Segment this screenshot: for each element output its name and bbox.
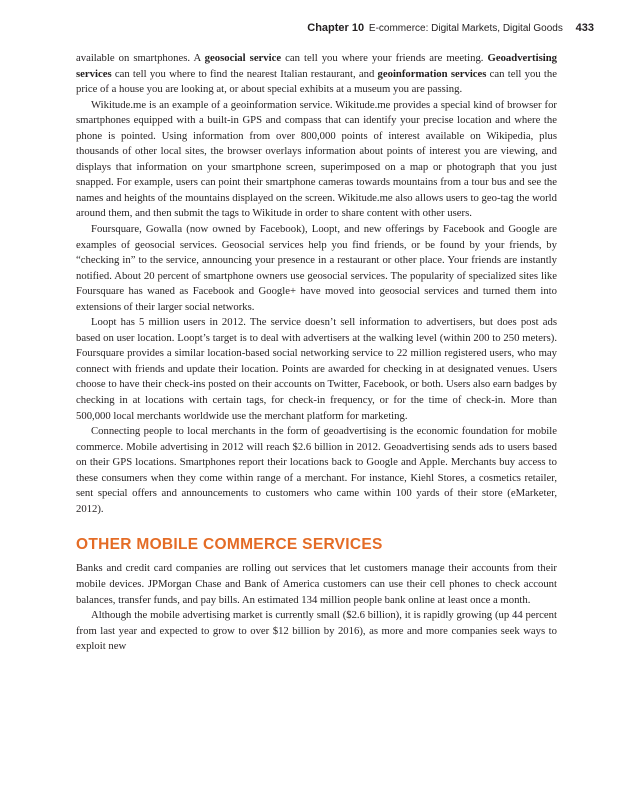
paragraph-geoadvertising: Connecting people to local merchants in the form of geoadvertising is the economic foundation for mobile commerce. Mobile advertising in 2012 will reach $2.6 billion in 2012. Geoadvertising sends ads to users based on their GPS locations. Smartphones report their locations back to Google and Apple. Merchants buy access to these consumers when they come within range of a merchant. For instance, Kiehl Stores, a cosmetics retailer, sent special offers and announcements to customers who came within 100 yards of their store (eMarketer, 2012). [76, 425, 557, 515]
text-run: can tell you the price of a house you are looking at, or about special exhibits at a museum you are passing. [76, 67, 557, 96]
body-text [76, 51, 557, 655]
page-number: 433 [575, 22, 594, 34]
text-run: available on smartphones. A [76, 52, 205, 64]
chapter-label: Chapter 10 [307, 22, 365, 34]
key-term-geoinformation-services: geoinformation services [377, 67, 487, 80]
key-term-geoadvertising-services: Geoadvertising services [76, 52, 557, 80]
paragraph-banking: Banks and credit card companies are rolling out services that let customers manage their accounts from their mobile devices. JPMorgan Chase and Bank of America customers can use their cell phones to check account balances, transfer funds, and pay bills. An estimated 134 million people bank online at least once a month. [76, 562, 557, 606]
key-term-geosocial-service: geosocial service [204, 52, 282, 64]
paragraph-foursquare: Foursquare, Gowalla (now owned by Facebook), Loopt, and new offerings by Facebook and Google are examples of geosocial services. Geosocial services help you find friends, or be found by your friends, by “checking in” to the service, announcing your presence in a restaurant or other place. Your friends are instantly notified. About 20 percent of smartphone owners use geosocial services. The popularity of specialized sites like Foursquare has waned as Facebook and Google+ have moved into geosocial services and turned them into extensions of their larger social networks. [76, 223, 557, 313]
running-header [60, 22, 594, 34]
paragraph-mobile-advertising: Although the mobile advertising market is currently small ($2.6 billion), it is rapidly growing (up 44 percent from last year and expected to grow to over $12 billion by 2016), as more and more companies seek ways to exploit new [76, 609, 557, 653]
chapter-subtitle: E-commerce: Digital Markets, Digital Goods [368, 23, 563, 34]
paragraph-intro [76, 51, 557, 98]
text-run: can tell you where your friends are meeting. [281, 52, 488, 64]
text-run: can tell you where to find the nearest Italian restaurant, and [111, 67, 378, 80]
paragraph-loopt: Loopt has 5 million users in 2012. The service doesn’t sell information to advertisers, but does post ads based on user location. Loopt’s target is to deal with advertisers at the walking level (within 200 to 250 meters). Foursquare provides a similar location-based social networking service to 22 million registered users, who may connect with friends and update their location. Points are awarded for checking in at designated venues. Users choose to have their check-ins posted on their accounts on Twitter, Facebook, or both. Users also earn badges by checking in at locations with certain tags, for check-in frequency, or for the time of check-in. More than 500,000 local merchants worldwide use the merchant platform for marketing. [76, 316, 557, 422]
section-heading: OTHER MOBILE COMMERCE SERVICES [76, 536, 383, 554]
paragraph-wikitude: Wikitude.me is an example of a geoinformation service. Wikitude.me provides a special kind of browser for smartphones equipped with a built-in GPS and compass that can identify your precise location and where the phone is pointed. Using information from over 800,000 points of interest available on Wikipedia, plus thousands of other local sites, the browser overlays information about points of interest you are viewing, and displays that information on your smartphone screen, superimposed on a map or photograph that you just snapped. For example, users can point their smartphone cameras towards mountains from a tour bus and see the names and heights of the mountains displayed on the screen. Wikitude.me also allows users to geo-tag the world around them, and then submit the tags to Wikitude in order to share content with other users. [76, 98, 557, 220]
